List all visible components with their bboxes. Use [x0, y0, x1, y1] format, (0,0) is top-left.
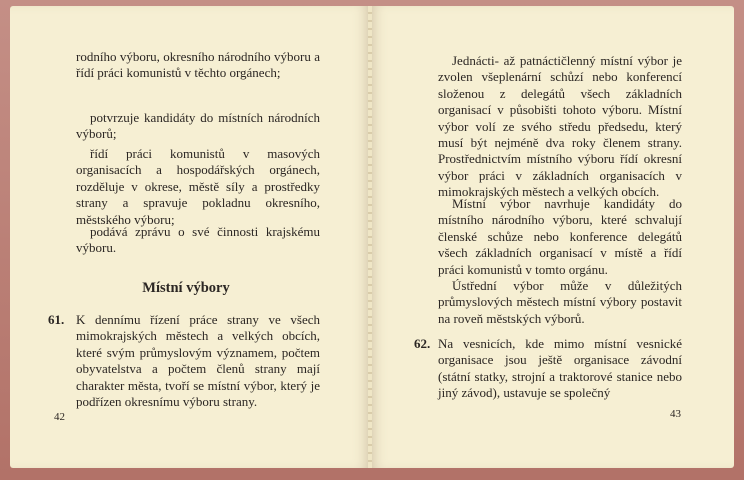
section-62-number: 62. — [414, 336, 431, 351]
section-62-text: Na vesnicích, kde mimo místní vesnické organisace jsou ještě organisace závodní (státní statky, strojní a traktorové stanice nebo jiný závod), ustavuje se společný — [438, 336, 682, 401]
left-paragraph-1: rodního výboru, okresního národního výboru a řídí práci komunistů v těchto orgánech; — [76, 49, 320, 81]
right-paragraph-1: Jednácti- až patnáctičlenný místní výbor je zvolen všeplenární schůzí nebo konferencí složenou z delegátů všech základních organisací v působišti tohoto výboru. Místní výbor volí ze svého středu předsedu, který musí být nejméně dva roky členem strany. Prostřednictvím místního výboru řídí okresní výbor práci v základních organisacích v mimokrajských městech a velkých obcích. — [438, 53, 682, 200]
right-paragraph-2: Místní výbor navrhuje kandidáty do místního národního výboru, které schvalují členské schůze nebo konference delegátů všech základních organisací v místě a řídí práci komunistů v tomto orgánu. — [438, 196, 682, 277]
left-paragraph-2: potvrzuje kandidáty do místních národních výborů; — [76, 110, 320, 142]
section-61-number: 61. — [48, 312, 65, 327]
page-number-left: 42 — [54, 411, 65, 423]
section-heading: Místní výbory — [142, 280, 230, 296]
left-paragraph-3: řídí práci komunistů v masových organisacích a hospodářských orgánech, rozděluje v okrese, městě síly a prostředky strany a spravuje pokladnu okresního, městského výboru; — [76, 146, 320, 227]
left-page — [10, 6, 370, 468]
section-61-text: K dennímu řízení práce strany ve všech mimokrajských městech a velkých obcích, které svým průmyslovým významem, počtem obyvatelstva a počtem členů strany mají charakter města, tvoří se místní výbor, který je podřízen okresnímu výboru strany. — [76, 312, 320, 410]
left-paragraph-4: podává zprávu o své činnosti krajskému výboru. — [76, 224, 320, 256]
right-paragraph-3: Ústřední výbor může v důležitých průmyslových městech místní výbory postavit na roveň městských výborů. — [438, 278, 682, 326]
right-page — [370, 6, 734, 468]
book-spine-stitching — [368, 6, 372, 468]
page-number-right: 43 — [670, 408, 681, 420]
